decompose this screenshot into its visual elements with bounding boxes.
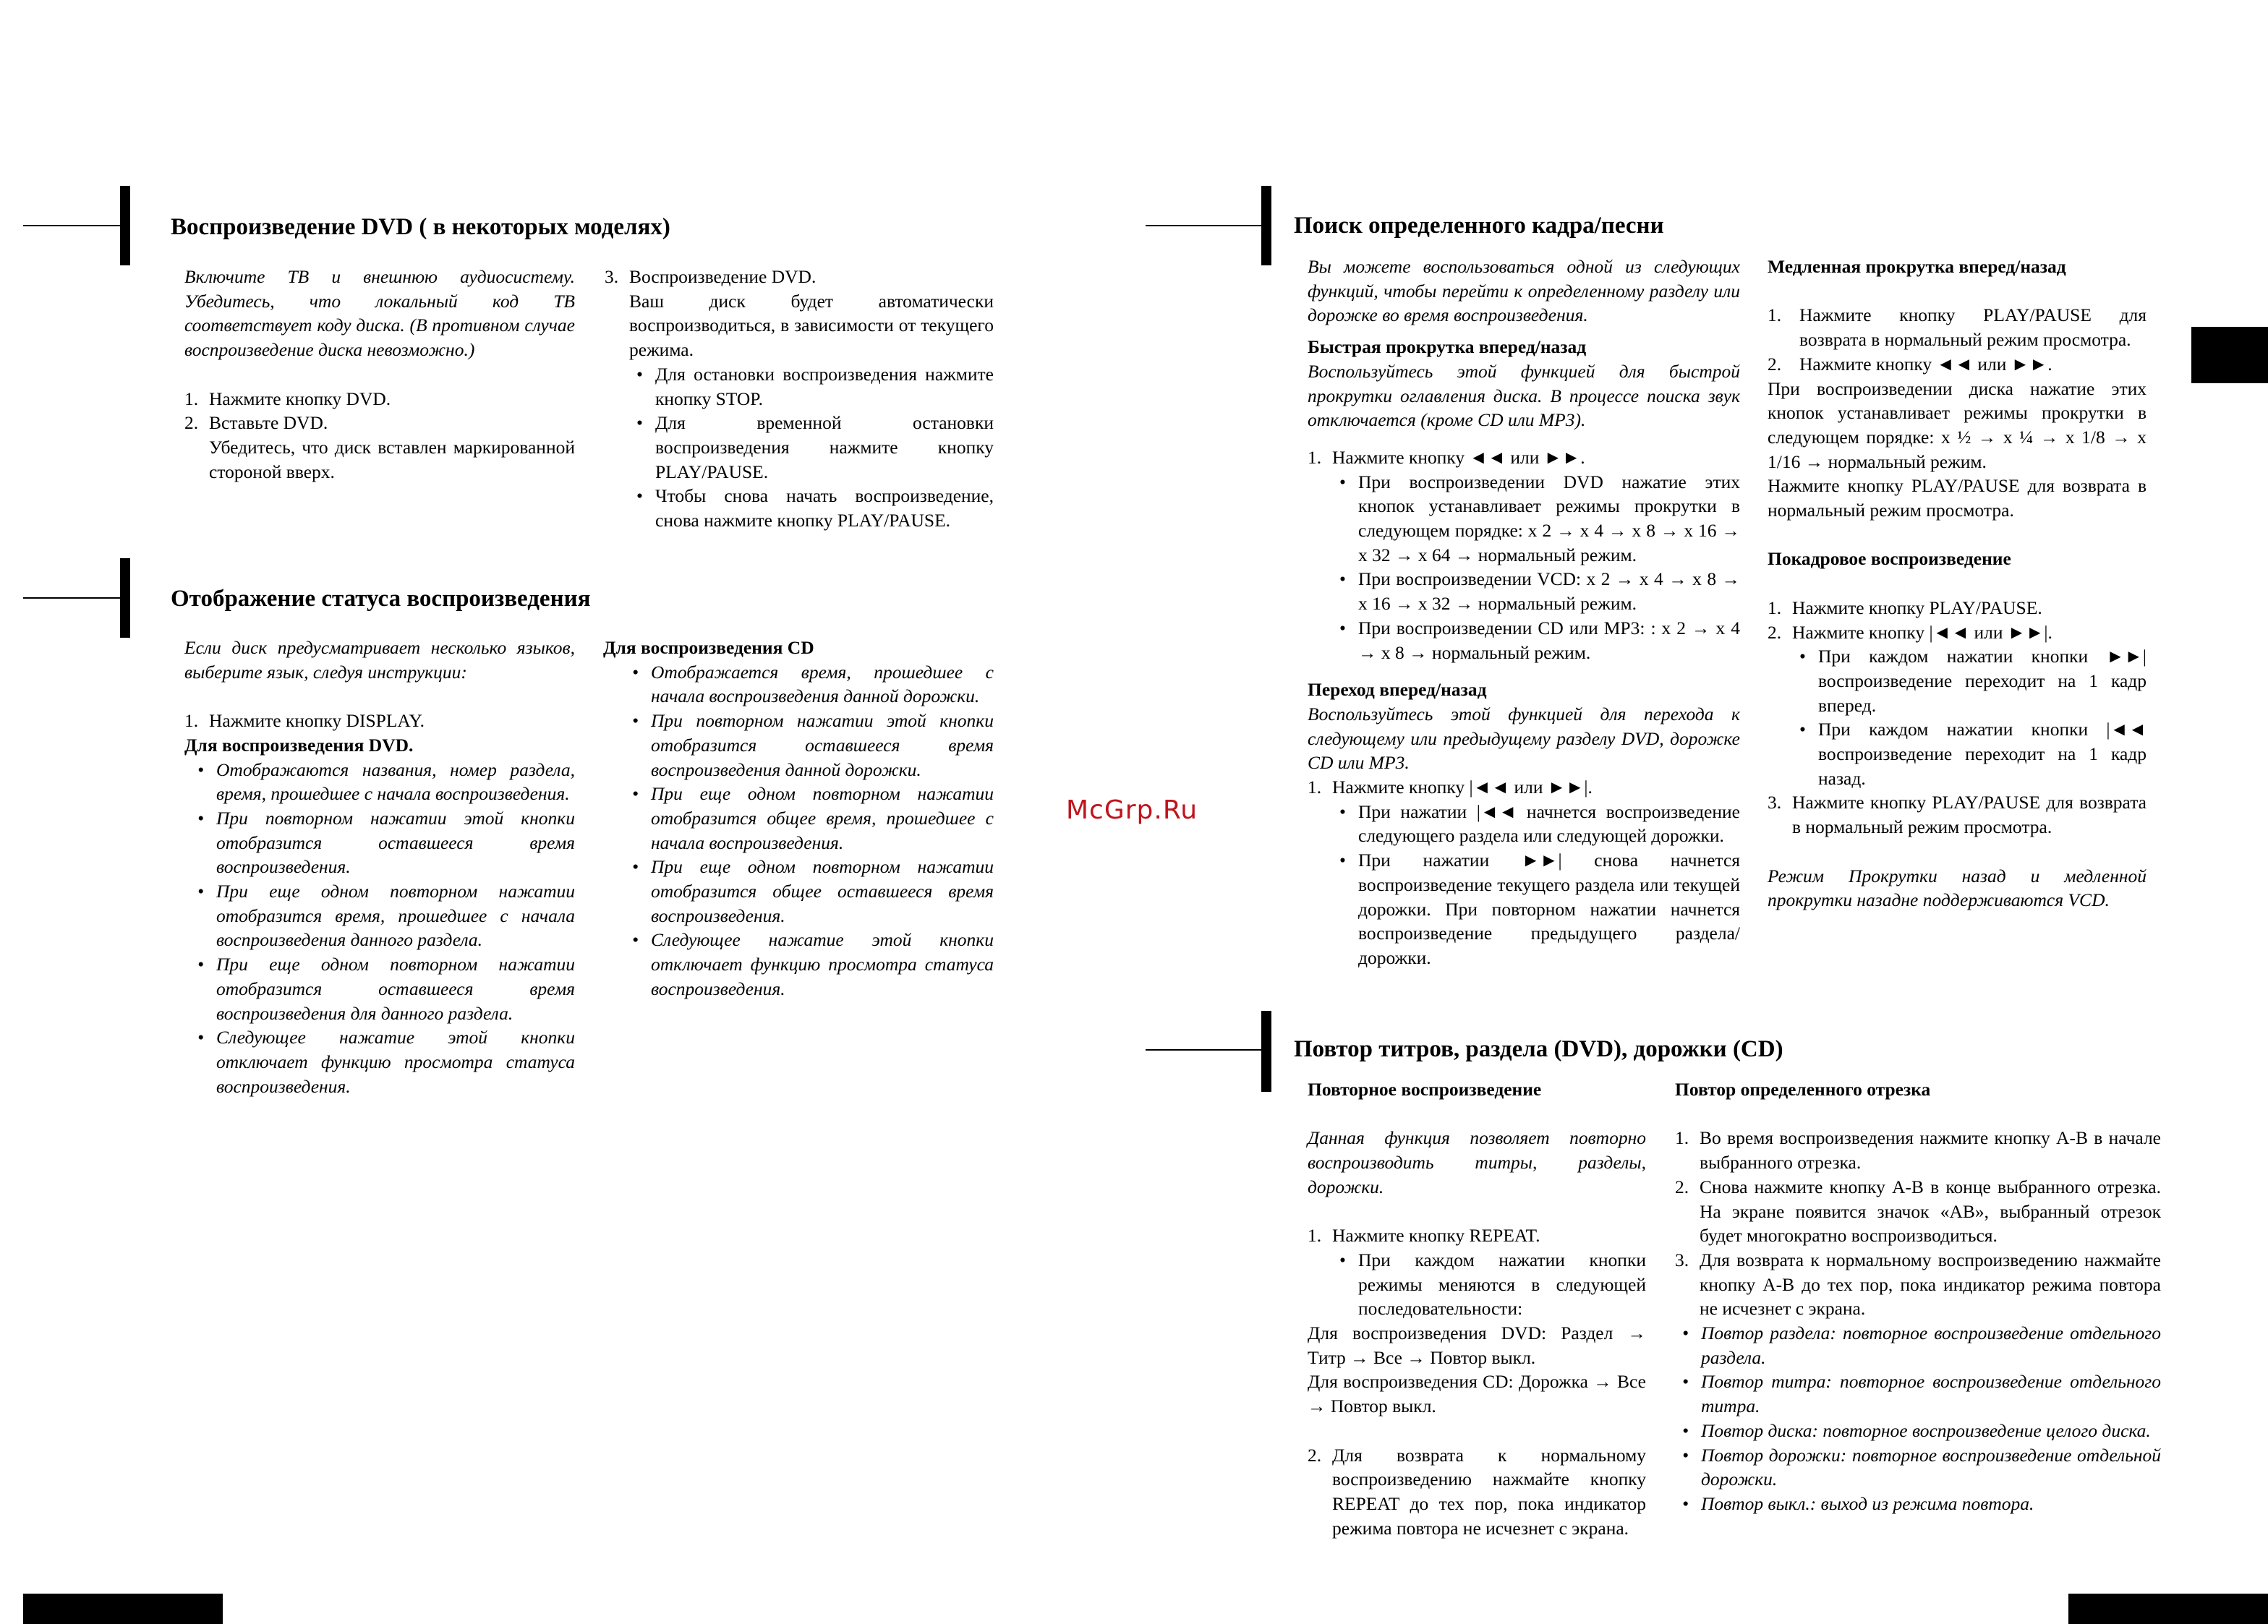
watermark: McGrp.Ru <box>1066 795 1198 825</box>
ab-step-1: 1. Во время воспроизведения нажмите кнопку A-B в начале выбранного отрезка. <box>1675 1127 2161 1174</box>
dvd-col-left <box>184 265 575 484</box>
dvd-step-3-list <box>605 265 994 289</box>
status-cd-bullet-5: • Следующее нажатие этой кнопки отключает функцию просмотра статуса воспроизведения. <box>625 928 994 1001</box>
rep-bullet-1: • При каждом нажатии кнопки режимы меняются в следующей последовательности: <box>1332 1248 1646 1321</box>
rep-bullets <box>1308 1248 1646 1321</box>
frame-head: Покадровое воспроизведение <box>1768 548 2011 570</box>
status-col-right <box>603 636 994 1001</box>
rule-search <box>1146 225 1267 226</box>
status-step-1: 1. Нажмите кнопку DISPLAY. <box>184 710 425 732</box>
dvd-step-2: 2. Вставьте DVD. <box>184 412 328 434</box>
rule-status <box>23 597 124 599</box>
frame-steps-cont <box>1768 790 2146 839</box>
dvd-step-1: 1. Нажмите кнопку DVD. <box>184 388 391 409</box>
frame-step-3: 3. Нажмите кнопку PLAY/PAUSE для возврата в нормальный режим просмотра. <box>1768 792 2146 838</box>
ab-bullet-1: • Повтор раздела: повторное воспроизведение отдельного раздела. <box>1675 1321 2161 1369</box>
ab-steps <box>1675 1126 2161 1321</box>
status-cd-bullet-3: • При еще одном повторном нажатии отобразится общее время, прошедшее с начала воспроизведения. <box>625 782 994 855</box>
skip-steps <box>1308 775 1740 800</box>
rep-step-1: 1. Нажмите кнопку REPEAT. <box>1308 1225 1540 1247</box>
search-intro: Вы можете воспользоваться одной из следующих функций, чтобы перейти к определенному разделу или дорожке во время воспроизведения. <box>1308 256 1740 326</box>
slow-step-2: 2. Нажмите кнопку ◄◄ или ►►. <box>1768 353 2052 375</box>
rep-steps <box>1308 1223 1646 1248</box>
status-cd-bullet-4: • При еще одном повторном нажатии отобразится общее оставшееся время воспроизведения. <box>625 855 994 928</box>
rep-cd-seq: Для воспроизведения CD: Дорожка → Все → Повтор выкл. <box>1308 1371 1646 1417</box>
ab-head: Повтор определенного отрезка <box>1675 1079 1931 1100</box>
rule-repeat <box>1146 1049 1267 1051</box>
ab-step-2: 2. Снова нажмите кнопку A-B в конце выбранного отрезка. На экране появится значок «AB», выбранный отрезок будет многократно воспроизводиться. <box>1675 1176 2161 1247</box>
skip-head: Переход вперед/назад <box>1308 679 1487 701</box>
dvd-intro: Включите ТВ и внешнюю аудиосистему. Убедитесь, что локальный код ТВ соответствует коду диска. (В противном случае воспроизведение диска невозможно.) <box>184 266 575 361</box>
rep-steps-cont <box>1308 1443 1646 1541</box>
skip-intro: Воспользуйтесь этой функцией для перехода к следующему или предыдущему разделу DVD, дорожке CD или MP3. <box>1308 703 1740 774</box>
dvd-bullets <box>605 362 994 533</box>
status-dvd-bullet-1: • Отображаются названия, номер раздела, время, прошедшее с начала воспроизведения. <box>190 758 575 806</box>
skip-bullet-1: • При нажатии |◄◄ начнется воспроизведение следующего раздела или следующей дорожки. <box>1332 800 1740 848</box>
ab-step-3: 3. Для возврата к нормальному воспроизведению нажмайте кнопку A-B до тех пор, пока индикатор режима повтора не исчезнет с экрана. <box>1675 1249 2161 1320</box>
status-dvd-bullets <box>184 758 575 1099</box>
slow-text-1: При воспроизведении диска нажатие этих кнопок устанавливает режимы прокрутки в следующем порядке: x ½ → x ¼ → x 1/8 → x 1/16 → нормальный режим. <box>1768 377 2146 472</box>
dvd-step-3: 3. Воспроизведение DVD. <box>605 266 817 287</box>
slow-text-2: Нажмите кнопку PLAY/PAUSE для возврата в нормальный режим просмотра. <box>1768 475 2146 521</box>
frame-bullet-1: • При каждом нажатии кнопки ►►| воспроизведение переходит на 1 кадр вперед. <box>1792 644 2146 717</box>
rep-step-2: 2. Для возврата к нормальному воспроизведению нажмайте кнопку REPEAT до тех пор, пока индикатор режима повтора не исчезнет с экрана. <box>1308 1444 1646 1539</box>
skip-bullet-2: • При нажатии ►►| снова начнется воспроизведение текущего раздела или текущей дорожки. При повторном нажатии начнется воспроизведение предыдущего раздела/дорожки. <box>1332 848 1740 970</box>
section-title-dvd: Воспроизведение DVD ( в некоторых моделях) <box>171 214 670 240</box>
section-title-status: Отображение статуса воспроизведения <box>171 586 591 612</box>
skip-bullets <box>1308 800 1740 970</box>
rep-dvd-seq: Для воспроизведения DVD: Раздел → Титр → Все → Повтор выкл. <box>1308 1322 1646 1368</box>
slow-step-1: 1. Нажмите кнопку PLAY/PAUSE для возврата в нормальный режим просмотра. <box>1768 304 2146 351</box>
section-title-search: Поиск определенного кадра/песни <box>1294 213 1664 239</box>
rep-intro: Данная функция позволяет повторно воспроизводить титры, разделы, дорожки. <box>1308 1127 1646 1197</box>
search-col-right <box>1768 255 2146 913</box>
frame-bullet-2: • При каждом нажатии кнопки |◄◄ воспроизведение переходит на 1 кадр назад. <box>1792 717 2146 790</box>
fast-bullet-2: • При воспроизведении VCD: x 2 → x 4 → x 8 → x 16 → x 32 → нормальный режим. <box>1332 567 1740 615</box>
fast-steps <box>1308 445 1740 470</box>
slow-steps <box>1768 303 2146 376</box>
bar-repeat <box>1261 1011 1271 1092</box>
bar-dvd <box>120 186 130 265</box>
section-title-repeat: Повтор титров, раздела (DVD), дорожки (CD) <box>1294 1036 1783 1062</box>
search-col-left <box>1308 255 1740 970</box>
side-tab-marker <box>2191 327 2268 383</box>
dvd-step-3-note: Ваш диск будет автоматически воспроизводиться, в зависимости от текущего режима. <box>629 290 994 361</box>
dvd-bullet-1: • Для остановки воспроизведения нажмите кнопку STOP. <box>629 362 994 411</box>
fast-intro: Воспользуйтесь этой функцией для быстрой прокрутки оглавления диска. В процессе поиска звук отключается (кроме CD или MP3). <box>1308 360 1740 431</box>
status-steps <box>184 709 575 733</box>
dvd-bullet-2: • Для временной остановки воспроизведения нажмите кнопку PLAY/PAUSE. <box>629 411 994 484</box>
fast-bullet-3: • При воспроизведении CD или MP3: : x 2 → x 4 → x 8 → нормальный режим. <box>1332 616 1740 664</box>
dvd-bullet-3: • Чтобы снова начать воспроизведение, снова нажмите кнопку PLAY/PAUSE. <box>629 484 994 532</box>
status-cd-bullets <box>603 660 994 1001</box>
skip-step-1: 1. Нажмите кнопку |◄◄ или ►►|. <box>1308 777 1593 798</box>
status-dvd-head: Для воспроизведения DVD. <box>184 734 414 756</box>
search-note: Режим Прокрутки назад и медленной прокрутки назадне поддерживаются VCD. <box>1768 865 2146 911</box>
status-dvd-bullet-5: • Следующее нажатие этой кнопки отключает функцию просмотра статуса воспроизведения. <box>190 1025 575 1098</box>
footer-bar-right <box>2068 1594 2268 1624</box>
status-cd-bullet-1: • Отображается время, прошедшее с начала воспроизведения данной дорожки. <box>625 660 994 709</box>
dvd-col-right <box>605 265 994 533</box>
fast-step-1: 1. Нажмите кнопку ◄◄ или ►►. <box>1308 446 1585 468</box>
fast-bullets <box>1308 470 1740 665</box>
frame-bullets <box>1768 644 2146 790</box>
slow-head: Медленная прокрутка вперед/назад <box>1768 256 2066 277</box>
frame-steps <box>1768 596 2146 644</box>
fast-bullet-1: • При воспроизведении DVD нажатие этих кнопок устанавливает режимы прокрутки в следующем порядке: x 2 → x 4 → x 8 → x 16 → x 32 → x 64 → нормальный режим. <box>1332 470 1740 568</box>
ab-bullet-3: • Повтор диска: повторное воспроизведение целого диска. <box>1675 1419 2161 1443</box>
repeat-col-left <box>1308 1077 1646 1540</box>
status-dvd-bullet-2: • При повторном нажатии этой кнопки отобразится оставшееся время воспроизведения. <box>190 806 575 879</box>
status-col-left <box>184 636 575 1098</box>
dvd-steps <box>184 387 575 435</box>
status-dvd-bullet-3: • При еще одном повторном нажатии отобразится время, прошедшее с начала воспроизведения данного раздела. <box>190 879 575 952</box>
ab-bullet-4: • Повтор дорожки: повторное воспроизведение отдельной дорожки. <box>1675 1443 2161 1492</box>
repeat-col-right <box>1675 1077 2161 1516</box>
status-dvd-bullet-4: • При еще одном повторном нажатии отобразится оставшееся время воспроизведения для данного раздела. <box>190 952 575 1025</box>
ab-bullet-5: • Повтор выкл.: выход из режима повтора. <box>1675 1492 2161 1516</box>
bar-search <box>1261 186 1271 265</box>
fast-head: Быстрая прокрутка вперед/назад <box>1308 336 1587 358</box>
status-cd-bullet-2: • При повторном нажатии этой кнопки отобразится оставшееся время воспроизведения данной дорожки. <box>625 709 994 782</box>
rep-head: Повторное воспроизведение <box>1308 1079 1542 1100</box>
frame-step-2: 2. Нажмите кнопку |◄◄ или ►►|. <box>1768 621 2052 643</box>
status-intro: Если диск предусматривает несколько языков, выберите язык, следуя инструкции: <box>184 637 575 683</box>
footer-bar-left <box>23 1594 223 1624</box>
rule-dvd <box>23 225 124 226</box>
dvd-step-2-note: Убедитесь, что диск вставлен маркированной стороной вверх. <box>209 436 575 482</box>
status-cd-head: Для воспроизведения CD <box>603 637 814 658</box>
ab-bullets <box>1675 1321 2161 1516</box>
bar-status <box>120 558 130 638</box>
ab-bullet-2: • Повтор титра: повторное воспроизведение отдельного титра. <box>1675 1369 2161 1418</box>
frame-step-1: 1. Нажмите кнопку PLAY/PAUSE. <box>1768 597 2042 618</box>
